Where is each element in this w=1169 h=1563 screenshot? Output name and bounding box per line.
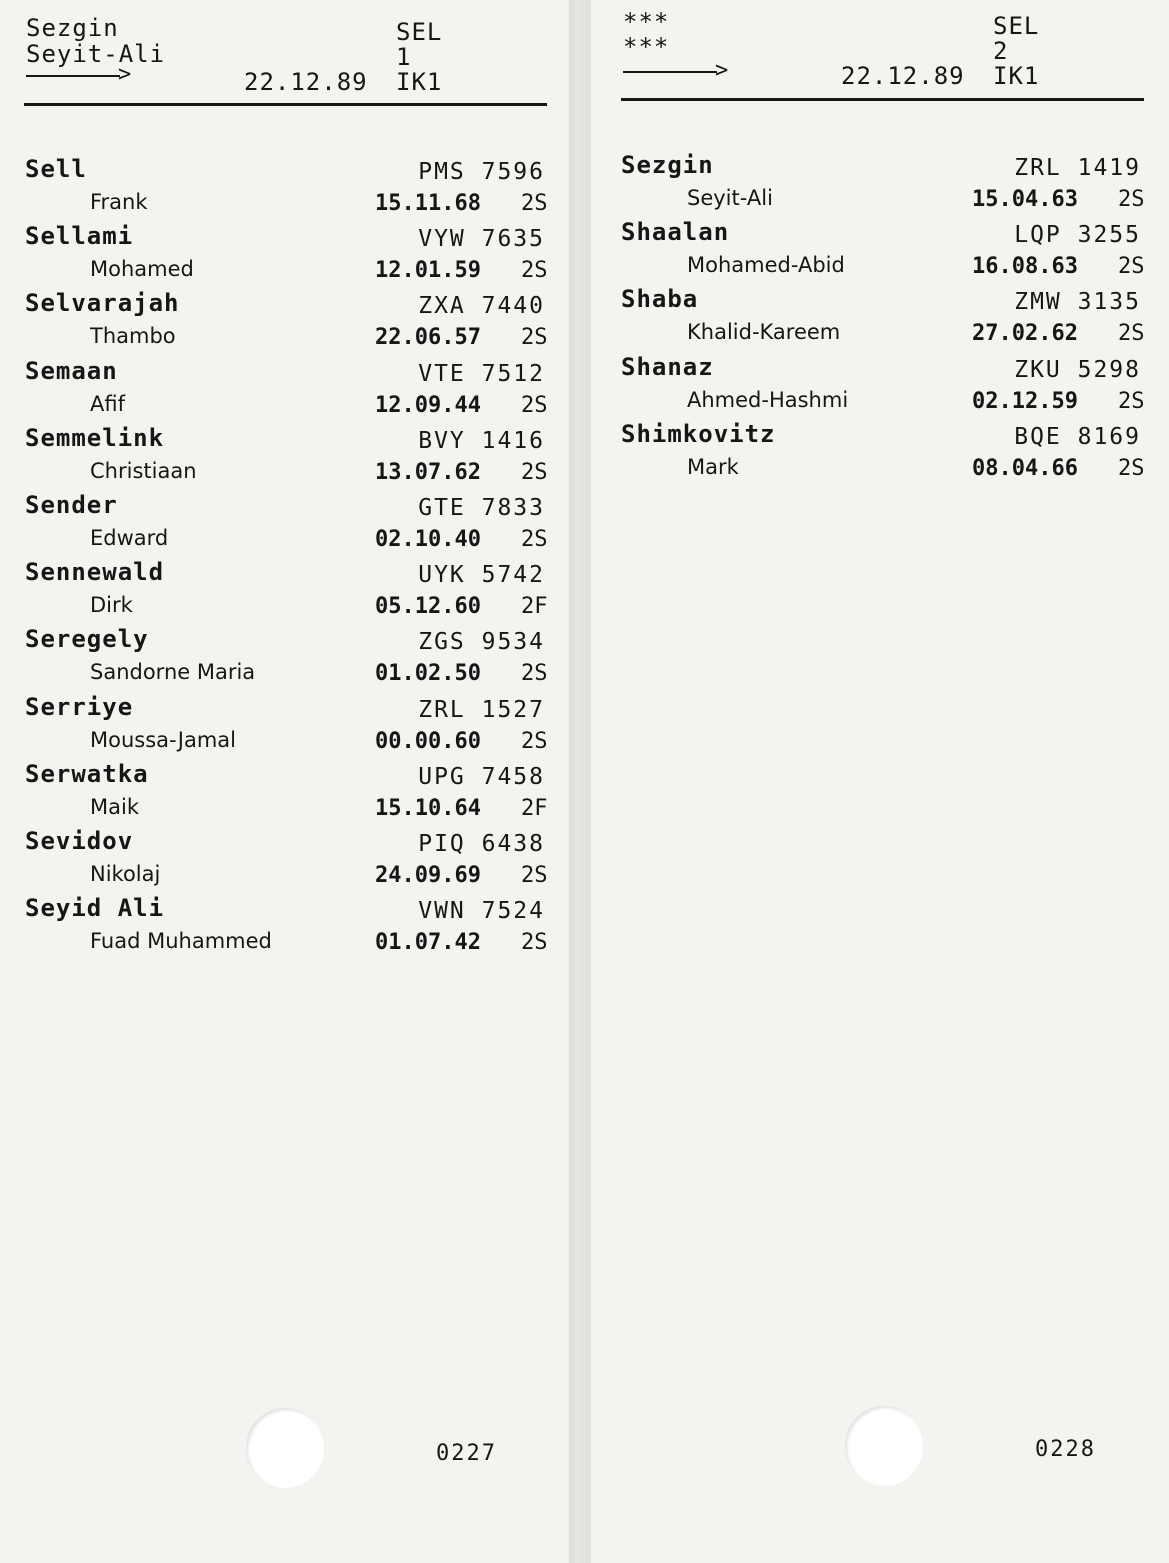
entry-date-of-birth: 24.09.69 — [375, 863, 481, 888]
entry-surname: Shaba — [621, 285, 699, 314]
entry-code: PMS 7596 — [418, 159, 545, 185]
punch-hole — [246, 1408, 324, 1488]
entry-date-of-birth: 12.01.59 — [375, 258, 481, 284]
entry-code: ZKU 5298 — [1014, 356, 1141, 383]
entry-given-name: Mohamed-Abid — [687, 253, 845, 278]
entry-status: 2S — [521, 459, 548, 485]
entry-date-of-birth: 08.04.66 — [972, 455, 1078, 481]
entry-status: 2S — [521, 863, 548, 888]
entry-code: ZRL 1419 — [1014, 155, 1141, 181]
entry-code: VWN 7524 — [418, 898, 545, 925]
entry-date-of-birth: 02.12.59 — [972, 388, 1078, 414]
entry-status: 2F — [521, 795, 548, 821]
entry-status: 2S — [521, 661, 548, 687]
entry-status: 2S — [1118, 187, 1145, 212]
entry-date-of-birth: 22.06.57 — [375, 325, 481, 351]
entry-date-of-birth: 12.09.44 — [375, 392, 481, 418]
entry-surname: Serriye — [25, 692, 134, 721]
entry-surname: Semmelink — [25, 423, 165, 452]
entry-surname: Serwatka — [25, 759, 149, 788]
entry-surname: Sell — [25, 155, 87, 183]
header-rule — [621, 98, 1144, 101]
entry-date-of-birth: 27.02.62 — [972, 321, 1078, 347]
entry-surname: Sender — [25, 491, 118, 519]
entry-surname: Seyid Ali — [25, 894, 165, 923]
header-code-top: SEL — [396, 18, 443, 46]
entry-given-name: Edward — [90, 526, 169, 550]
header-date: 22.12.89 — [244, 68, 368, 96]
entry-date-of-birth: 01.07.42 — [375, 930, 481, 956]
entry-code: UPG 7458 — [418, 763, 545, 790]
entry-given-name: Khalid-Kareem — [687, 320, 841, 345]
entry-code: VYW 7635 — [418, 226, 545, 253]
entry-status: 2S — [1118, 455, 1145, 481]
entry-given-name: Mohamed — [90, 257, 194, 282]
punch-hole — [845, 1406, 923, 1486]
index-card-left — [0, 0, 569, 1563]
entry-surname: Seregely — [25, 625, 149, 654]
entry-status: 2F — [521, 594, 548, 620]
entry-surname: Shimkovitz — [621, 419, 776, 448]
header-code-number: 1 — [396, 43, 412, 71]
entry-surname: Sevidov — [25, 827, 134, 855]
entry-code: GTE 7833 — [418, 495, 545, 521]
card-number: 0228 — [1035, 1437, 1096, 1462]
entry-date-of-birth: 16.08.63 — [972, 254, 1078, 280]
header-code-bottom: IK1 — [993, 62, 1040, 90]
entry-given-name: Sandorne Maria — [90, 660, 256, 685]
card-number: 0227 — [436, 1441, 497, 1466]
entry-code: ZMW 3135 — [1014, 289, 1141, 316]
entry-given-name: Afif — [90, 391, 125, 416]
entry-given-name: Christiaan — [90, 458, 197, 483]
entry-given-name: Fuad Muhammed — [90, 929, 272, 954]
entry-status: 2S — [521, 527, 548, 552]
entry-code: ZXA 7440 — [418, 293, 545, 320]
entry-given-name: Frank — [90, 190, 148, 214]
entry-date-of-birth: 15.11.68 — [375, 191, 481, 216]
index-card-right — [591, 0, 1169, 1563]
entry-code: UYK 5742 — [418, 562, 545, 589]
entry-surname: Sellami — [25, 222, 134, 251]
entry-status: 2S — [521, 392, 548, 418]
entry-date-of-birth: 02.10.40 — [375, 527, 481, 552]
entry-date-of-birth: 05.12.60 — [375, 594, 481, 620]
entry-given-name: Moussa-Jamal — [90, 727, 236, 752]
entry-status: 2S — [521, 191, 548, 216]
entry-code: BQE 8169 — [1014, 423, 1141, 450]
entry-surname: Shanaz — [621, 352, 714, 381]
entry-given-name: Dirk — [90, 593, 133, 618]
entry-date-of-birth: 01.02.50 — [375, 661, 481, 687]
entry-code: VTE 7512 — [418, 360, 545, 387]
entry-date-of-birth: 15.04.63 — [972, 187, 1078, 212]
entry-status: 2S — [521, 930, 548, 956]
entry-given-name: Thambo — [90, 324, 176, 349]
entry-code: ZGS 9534 — [418, 629, 545, 656]
arrow-icon: > — [26, 66, 130, 86]
entry-date-of-birth: 00.00.60 — [375, 728, 481, 754]
entry-status: 2S — [1118, 321, 1145, 347]
entry-surname: Sezgin — [621, 151, 714, 179]
header-line-1: Sezgin — [26, 14, 119, 42]
entry-date-of-birth: 15.10.64 — [375, 795, 481, 821]
header-line-2: *** — [623, 33, 670, 61]
entry-code: ZRL 1527 — [418, 696, 545, 723]
entry-status: 2S — [521, 728, 548, 754]
entry-code: PIQ 6438 — [418, 831, 545, 857]
entry-given-name: Maik — [90, 794, 139, 819]
entry-given-name: Mark — [687, 454, 739, 479]
entry-status: 2S — [521, 258, 548, 284]
entry-surname: Shaalan — [621, 218, 730, 247]
entry-status: 2S — [1118, 388, 1145, 414]
entry-surname: Semaan — [25, 356, 118, 385]
entry-given-name: Nikolaj — [90, 862, 161, 886]
entry-code: BVY 1416 — [418, 427, 545, 454]
entry-status: 2S — [1118, 254, 1145, 280]
header-code-top: SEL — [993, 12, 1040, 40]
entry-code: LQP 3255 — [1014, 222, 1141, 249]
header-code-number: 2 — [993, 37, 1009, 65]
header-code-bottom: IK1 — [396, 68, 443, 96]
entry-surname: Sennewald — [25, 558, 165, 587]
header-rule — [24, 103, 547, 106]
entry-given-name: Ahmed-Hashmi — [687, 387, 849, 412]
card-separator — [569, 0, 591, 1563]
header-line-1: *** — [623, 8, 670, 36]
entry-status: 2S — [521, 325, 548, 351]
entry-surname: Selvarajah — [25, 289, 180, 318]
header-date: 22.12.89 — [841, 62, 965, 90]
entry-given-name: Seyit-Ali — [687, 186, 773, 210]
entry-date-of-birth: 13.07.62 — [375, 459, 481, 485]
header-line-2: Seyit-Ali — [26, 40, 166, 68]
arrow-icon: > — [623, 62, 727, 82]
